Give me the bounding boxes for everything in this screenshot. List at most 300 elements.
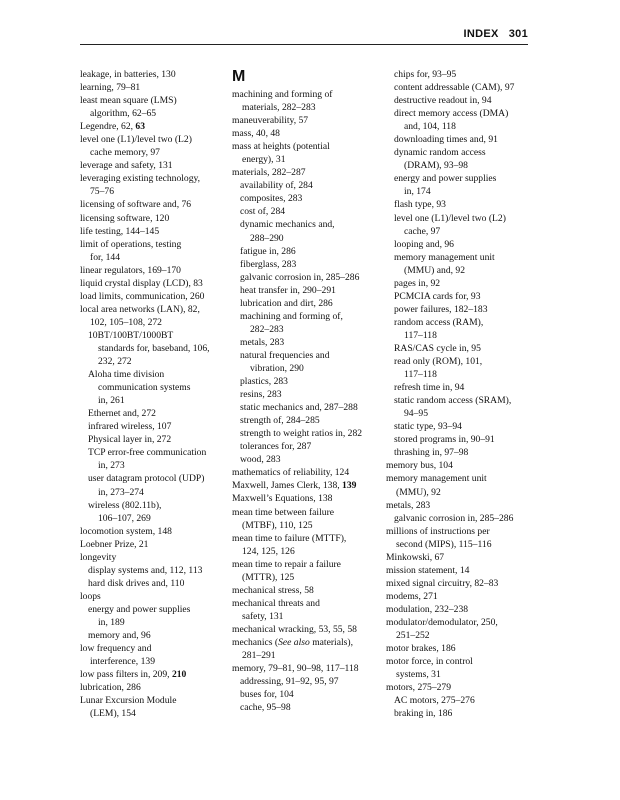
index-subentry [232,258,384,271]
entry-text: Minkowski, 67 [386,551,445,563]
entry-text: in, 273 [98,460,125,472]
index-entry [386,655,532,668]
index-column-1 [80,68,228,720]
entry-text: lubrication and dirt, 286 [240,297,333,309]
index-entry [80,538,228,551]
index-entry [232,597,384,610]
index-entry-continuation [232,101,384,114]
index-subentry [80,407,228,420]
entry-text: mechanical wracking, 53, 55, 58 [232,623,357,635]
index-entry-continuation [386,159,532,172]
index-entry-continuation [232,323,384,336]
index-subentry [232,675,384,688]
entry-text: 106–107, 269 [98,512,151,524]
index-subentry [386,238,532,251]
entry-text: level one (L1)/level two (L2) [80,134,192,146]
index-entry-continuation [386,629,532,642]
entry-text: (LEM), 154 [90,708,136,720]
index-entry [386,472,532,485]
entry-text: memory bus, 104 [386,460,453,472]
entry-text: life testing, 144–145 [80,225,160,237]
index-entry [80,264,228,277]
index-entry [80,642,228,655]
index-entry [80,225,228,238]
entry-text: 288–290 [250,232,284,244]
index-entry-continuation [232,571,384,584]
index-entry [386,564,532,577]
index-subentry [386,212,532,225]
index-entry-continuation [386,329,532,342]
index-entry [232,88,384,101]
entry-text: cache memory, 97 [90,147,160,159]
entry-text: read only (ROM), 101, [394,356,483,368]
index-entry [232,127,384,140]
index-subentry [232,297,384,310]
index-entry [80,133,228,146]
index-subentry [232,284,384,297]
index-subentry [80,446,228,459]
index-subentry [232,401,384,414]
entry-text: mass, 40, 48 [232,128,280,140]
entry-text: liquid crystal display (LCD), 83 [80,277,203,289]
entry-text: stored programs in, 90–91 [394,434,495,446]
index-entry [386,551,532,564]
entry-text: in, 174 [404,186,431,198]
index-entry-continuation [386,120,532,133]
index-entry-continuation [80,342,228,355]
entry-bold-page: 63 [135,121,146,133]
entry-text: RAS/CAS cycle in, 95 [394,342,481,354]
entry-text: memory and, 96 [88,630,151,642]
entry-text: materials, 282–283 [242,102,316,114]
entry-text: tolerances for, 287 [240,441,312,453]
entry-text: low frequency and [80,643,152,655]
index-entry [80,277,228,290]
index-subentry [386,290,532,303]
index-entry-continuation [80,107,228,120]
index-entry-continuation [386,368,532,381]
index-entry [232,584,384,597]
entry-text: 232, 272 [98,356,132,368]
entry-text: algorithm, 62–65 [90,108,157,120]
index-entry-continuation [80,459,228,472]
index-subentry [386,146,532,159]
entry-text: destructive readout in, 94 [394,95,492,107]
index-subentry [386,512,532,525]
entry-text: energy and power supplies [88,603,191,615]
entry-text: (DRAM), 93–98 [404,160,468,172]
entry-text: cost of, 284 [240,206,286,218]
entry-text: Maxwell’s Equations, 138 [232,493,333,505]
index-entry [232,114,384,127]
entry-text: power failures, 182–183 [394,303,488,315]
index-entry-continuation [232,649,384,662]
entry-text: composites, 283 [240,193,303,205]
entry-text: leakage, in batteries, 130 [80,69,176,80]
index-entry [232,492,384,505]
entry-text: load limits, communication, 260 [80,290,205,302]
index-subentry [232,701,384,714]
entry-text: memory management unit [386,473,487,485]
index-entry-continuation [232,232,384,245]
index-subentry [386,81,532,94]
index-entry [80,303,228,316]
index-subentry [232,375,384,388]
index-entry [232,558,384,571]
index-entry-continuation [232,610,384,623]
index-subentry [386,420,532,433]
index-entry [386,499,532,512]
entry-text: 251–252 [396,630,430,642]
index-entry [386,642,532,655]
entry-text: infrared wireless, 107 [88,421,172,433]
entry-text: least mean square (LMS) [80,95,177,107]
entry-text: Aloha time division [88,369,165,381]
index-subentry [232,179,384,192]
index-subentry [80,499,228,512]
index-subentry [386,446,532,459]
entry-text: maneuverability, 57 [232,115,309,127]
index-entry-continuation [232,153,384,166]
index-entry-continuation [386,486,532,499]
entry-text: mass at heights (potential [232,141,330,153]
entry-text: mechanics ( [232,636,279,648]
index-entry [386,616,532,629]
index-entry [386,577,532,590]
index-subentry [80,603,228,616]
entry-text: dynamic random access [394,147,486,159]
index-entry [232,662,384,675]
index-subentry [232,349,384,362]
entry-text: fatigue in, 286 [240,245,296,257]
entry-text: refresh time in, 94 [394,382,465,394]
index-subentry [80,433,228,446]
index-subentry [232,245,384,258]
index-subentry [80,472,228,485]
index-column-2 [232,68,384,714]
index-entry [232,506,384,519]
entry-text: availability of, 284 [240,180,313,192]
entry-text: chips for, 93–95 [394,69,457,80]
entry-text: strength of, 284–285 [240,415,320,427]
entry-text: lubrication, 286 [80,682,141,694]
index-entry [80,668,228,681]
entry-text: modems, 271 [386,590,438,602]
index-entry-continuation [80,316,228,329]
entry-text: motors, 275–279 [386,682,452,694]
index-entry-continuation [80,355,228,368]
entry-text: 282–283 [250,323,284,335]
entry-text: second (MIPS), 115–116 [396,538,492,550]
entry-text: in, 261 [98,395,125,407]
entry-text: Maxwell, James Clerk, 138, [232,480,343,492]
index-subentry [386,381,532,394]
index-subentry [232,688,384,701]
entry-text: direct memory access (DMA) [394,108,509,120]
entry-text: communication systems [98,382,191,394]
entry-text: display systems and, 112, 113 [88,564,203,576]
entry-text: 117–118 [404,329,437,341]
index-column-3 [386,68,532,720]
index-subentry [386,342,532,355]
entry-text: memory, 79–81, 90–98, 117–118 [232,663,359,675]
entry-text: Loebner Prize, 21 [80,538,149,550]
index-entry [80,681,228,694]
entry-text: linear regulators, 169–170 [80,264,181,276]
header-section: INDEX [463,28,499,40]
entry-text: resins, 283 [240,389,282,401]
entry-text: motor force, in control [386,656,473,668]
index-entry-continuation [80,486,228,499]
entry-text: longevity [80,551,117,563]
entry-text: wood, 283 [240,454,281,466]
entry-text: in, 273–274 [98,486,144,498]
index-entry-continuation [80,707,228,720]
index-subentry [80,564,228,577]
index-entry [80,590,228,603]
entry-text: TCP error-free communication [88,447,207,459]
entry-text: static mechanics and, 287–288 [240,402,358,414]
entry-text: galvanic corrosion in, 285–286 [394,512,514,524]
entry-text: 94–95 [404,408,428,420]
index-entry [386,525,532,538]
index-subentry [232,205,384,218]
index-subentry [80,368,228,381]
entry-text: (MTBF), 110, 125 [242,519,313,531]
entry-text: modulator/demodulator, 250, [386,616,498,628]
entry-bold-page: 210 [171,669,187,681]
index-subentry [386,316,532,329]
running-header [80,28,528,45]
entry-text: cache, 97 [404,225,441,237]
entry-text: heat transfer in, 290–291 [240,284,336,296]
index-entry [232,636,384,649]
entry-text: wireless (802.11b), [88,499,162,511]
entry-text: galvanic corrosion in, 285–286 [240,271,360,283]
entry-text: locomotion system, 148 [80,525,172,537]
index-entry-continuation [232,519,384,532]
index-subentry [386,94,532,107]
index-entry [386,681,532,694]
entry-text: dynamic mechanics and, [240,219,335,231]
index-entry-continuation [80,655,228,668]
index-subentry [386,133,532,146]
entry-text: flash type, 93 [394,199,446,211]
index-subentry [80,420,228,433]
entry-text: (MTTR), 125 [242,571,295,583]
entry-text: pages in, 92 [394,277,441,289]
entry-text: vibration, 290 [250,362,304,374]
index-entry [386,603,532,616]
index-entry-continuation [80,394,228,407]
index-entry-continuation [386,538,532,551]
entry-text: 117–118 [404,369,437,381]
entry-text: systems, 31 [396,669,441,681]
entry-text: leveraging existing technology, [80,173,201,185]
index-entry-continuation [80,512,228,525]
entry-text: strength to weight ratios in, 282 [240,428,363,440]
index-subentry [232,427,384,440]
entry-text: energy), 31 [242,154,286,166]
index-entry [80,81,228,94]
entry-text: thrashing in, 97–98 [394,447,469,459]
entry-text: memory management unit [394,251,495,263]
index-subentry [232,336,384,349]
index-entry-continuation [80,381,228,394]
entry-text: energy and power supplies [394,173,497,185]
index-entry [80,172,228,185]
entry-text: mean time to repair a failure [232,558,341,570]
entry-text: mechanical stress, 58 [232,584,314,596]
entry-text: braking in, 186 [394,708,453,720]
index-subentry [386,68,532,81]
index-entry-continuation [386,264,532,277]
index-subentry [80,329,228,342]
entry-text: Ethernet and, 272 [88,408,156,420]
index-subentry [232,310,384,323]
index-subentry [80,577,228,590]
entry-text: (MMU), 92 [396,486,441,498]
index-entry [232,166,384,179]
entry-text: buses for, 104 [240,689,294,701]
index-entry-continuation [80,185,228,198]
entry-text: mechanical threats and [232,597,320,609]
index-entry-continuation [232,362,384,375]
index-entry [80,238,228,251]
index-subentry [386,277,532,290]
entry-text: Legendre, 62, [80,121,136,133]
index-entry [80,94,228,107]
index-entry [80,694,228,707]
index-entry [232,623,384,636]
entry-text: 124, 125, 126 [242,545,295,557]
index-subentry [232,414,384,427]
index-entry-continuation [386,668,532,681]
entry-text: and, 104, 118 [404,121,456,133]
entry-text: looping and, 96 [394,238,454,250]
entry-bold-page: 139 [342,480,357,492]
index-entry [80,68,228,81]
entry-text: mean time to failure (MTTF), [232,532,347,544]
entry-text: random access (RAM), [394,316,484,328]
entry-text: mathematics of reliability, 124 [232,467,350,479]
entry-text: limit of operations, testing [80,238,182,250]
index-subentry [232,271,384,284]
entry-text: PCMCIA cards for, 93 [394,290,481,302]
index-entry [80,159,228,172]
entry-text: learning, 79–81 [80,82,141,94]
entry-text: (MMU) and, 92 [404,264,466,276]
entry-text: local area networks (LAN), 82, [80,303,200,315]
entry-text: 102, 105–108, 272 [90,316,162,328]
entry-see-also: See also [278,636,310,648]
entry-text: 10BT/100BT/1000BT [88,329,174,341]
index-subentry [386,394,532,407]
entry-text-tail: materials), [309,636,353,648]
entry-text: 75–76 [90,186,114,198]
entry-text: licensing of software and, 76 [80,199,192,211]
index-subentry [386,694,532,707]
entry-text: addressing, 91–92, 95, 97 [240,676,339,688]
entry-text: cache, 95–98 [240,702,291,714]
entry-text: machining and forming of [232,89,333,100]
index-subentry [386,707,532,720]
index-entry [386,590,532,603]
entry-text: level one (L1)/level two (L2) [394,212,506,224]
entry-text: mean time between failure [232,506,335,518]
index-entry-continuation [386,225,532,238]
index-subentry [386,303,532,316]
index-entry-continuation [386,185,532,198]
entry-text: downloading times and, 91 [394,134,498,146]
index-subentry [232,192,384,205]
entry-text: loops [80,590,101,602]
index-entry [80,198,228,211]
entry-text: machining and forming of, [240,310,343,322]
index-subentry [232,388,384,401]
entry-text: safety, 131 [242,610,284,622]
entry-text: plastics, 283 [240,376,288,388]
entry-text: AC motors, 275–276 [394,695,475,707]
index-entry [80,551,228,564]
entry-text: in, 189 [98,616,125,628]
entry-text: Physical layer in, 272 [88,434,172,446]
index-subentry [80,629,228,642]
index-subentry [386,355,532,368]
entry-text: interference, 139 [90,656,155,668]
index-entry [386,459,532,472]
section-letter: M [232,68,246,85]
entry-text: static random access (SRAM), [394,395,512,407]
index-entry [232,140,384,153]
entry-text: 281–291 [242,650,276,662]
index-subentry [232,440,384,453]
entry-text: mission statement, 14 [386,564,470,576]
entry-text: mixed signal circuitry, 82–83 [386,577,499,589]
header-label [464,28,528,40]
index-entry-continuation [80,251,228,264]
index-subentry [386,172,532,185]
index-subentry [386,251,532,264]
entry-text: metals, 283 [240,336,285,348]
index-entry [232,479,384,492]
entry-text: content addressable (CAM), 97 [394,82,515,94]
page-number: 301 [508,28,528,40]
entry-text: leverage and safety, 131 [80,160,173,172]
index-entry [232,532,384,545]
entry-text: Lunar Excursion Module [80,695,177,707]
index-entry-continuation [386,407,532,420]
entry-text: standards for, baseband, 106, [98,342,210,354]
entry-text: static type, 93–94 [394,421,462,433]
entry-text: metals, 283 [386,499,431,511]
entry-text: for, 144 [90,251,120,263]
entry-text: modulation, 232–238 [386,603,469,615]
index-subentry [232,453,384,466]
index-entry [80,525,228,538]
index-subentry [386,433,532,446]
index-entry-continuation [232,545,384,558]
index-entry [232,466,384,479]
entry-text: low pass filters in, 209, [80,669,172,681]
entry-text: user datagram protocol (UDP) [88,473,205,485]
entry-text: motor brakes, 186 [386,643,456,655]
index-subentry [386,107,532,120]
entry-text: fiberglass, 283 [240,258,297,270]
index-entry-continuation [80,616,228,629]
index-entry [80,290,228,303]
entry-text: materials, 282–287 [232,167,306,179]
